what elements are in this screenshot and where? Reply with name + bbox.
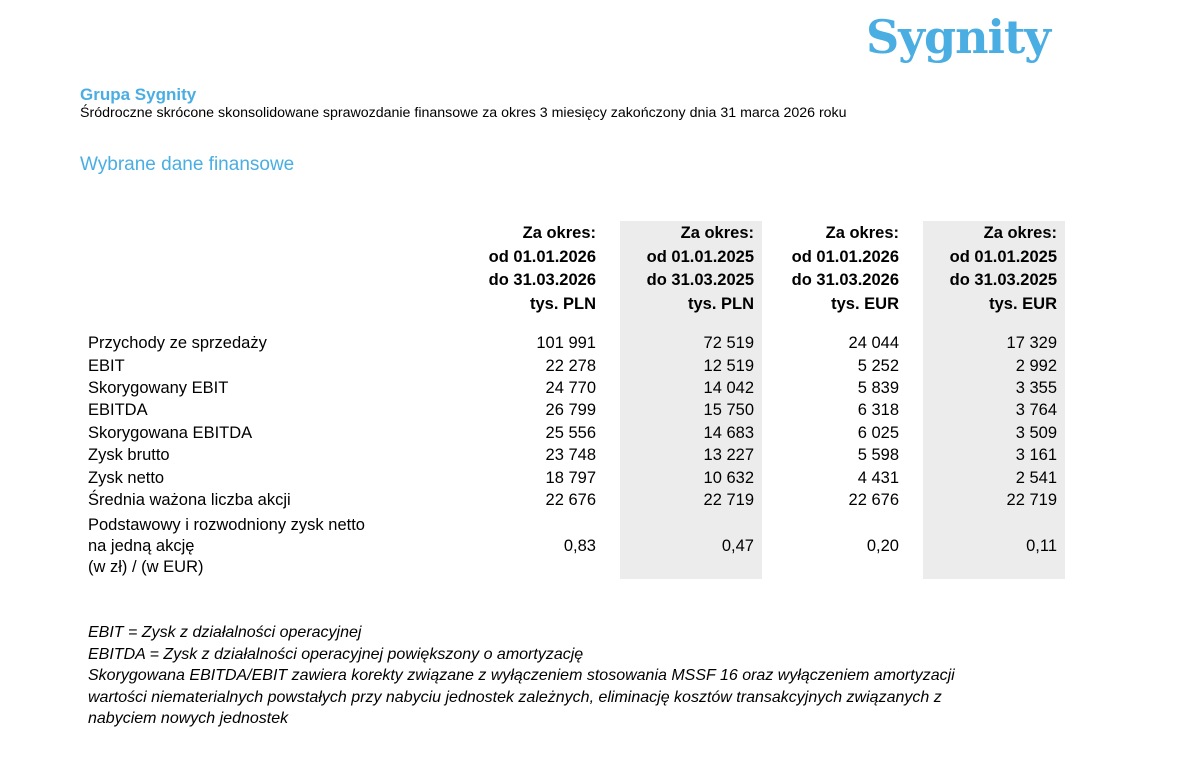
cell-value: 3 764 (1015, 401, 1057, 419)
column-header-unit: tys. PLN (687, 294, 754, 313)
row-label: EBIT (88, 357, 125, 375)
column-header-line: Za okres: (983, 224, 1057, 242)
cell-value: 0,83 (563, 537, 596, 555)
column-header-line: Za okres: (680, 224, 754, 242)
row-label: EBITDA (88, 401, 148, 419)
cell-value: 6 025 (857, 424, 899, 442)
row-label: Skorygowana EBITDA (88, 424, 253, 442)
cell-value: 24 044 (848, 334, 899, 352)
column-header-line: od 01.01.2026 (488, 247, 596, 266)
table-row (0, 379, 1200, 401)
column-header (877, 222, 1057, 316)
column-header (719, 222, 899, 316)
column-header-line: do 31.03.2026 (488, 271, 596, 289)
cell-value: 4 431 (857, 469, 899, 487)
cell-value: 17 329 (1006, 334, 1057, 352)
row-label-line: Podstawowy i rozwodniony zysk netto (88, 516, 365, 534)
cell-value: 14 683 (703, 424, 754, 442)
column-header-line: Za okres: (522, 224, 596, 242)
cell-value: 5 598 (857, 446, 899, 464)
row-label: Przychody ze sprzedaży (88, 334, 267, 352)
column-header-line: Za okres: (825, 224, 899, 242)
cell-value: 13 227 (703, 446, 754, 464)
column-header-line: do 31.03.2025 (949, 271, 1057, 289)
row-label-line: (w zł) / (w EUR) (88, 558, 204, 576)
footnote-line: wartości niematerialnych powstałych przy nabyciu jednostek zależnych, eliminację kosztów transakcyjnych związanych z (88, 688, 942, 706)
table-row (0, 491, 1200, 513)
cell-value: 25 556 (545, 424, 596, 442)
cell-value: 0,11 (1026, 537, 1057, 555)
column-header-unit: tys. EUR (989, 294, 1057, 313)
cell-value: 12 519 (703, 357, 754, 375)
cell-value: 0,47 (721, 537, 754, 555)
sygnity-logo: Sygnity (866, 10, 1051, 64)
cell-value: 22 719 (1006, 491, 1057, 509)
cell-value: 3 509 (1015, 424, 1057, 442)
table-row (0, 424, 1200, 446)
cell-value: 5 252 (857, 357, 899, 375)
cell-value: 3 161 (1015, 446, 1057, 464)
footnote-line: Skorygowana EBITDA/EBIT zawiera korekty związane z wyłączeniem stosowania MSSF 16 oraz wyłączeniem amortyzacji (88, 667, 955, 684)
row-label (88, 515, 365, 578)
column-header-unit: tys. PLN (529, 294, 596, 313)
table-row (0, 469, 1200, 491)
footnote-line: EBIT = Zysk z działalności operacyjnej (88, 624, 362, 641)
cell-value: 0,20 (866, 537, 899, 555)
row-label: Średnia ważona liczba akcji (88, 491, 291, 509)
footnote-line: nabyciem nowych jednostek (88, 710, 289, 727)
cell-value: 2 541 (1015, 469, 1057, 487)
cell-value: 22 278 (545, 357, 596, 375)
cell-value: 101 991 (536, 334, 596, 352)
document-subtitle: Śródroczne skrócone skonsolidowane sprawozdanie finansowe za okres 3 miesięcy zakończony dnia 31 marca 2026 roku (80, 105, 847, 121)
cell-value: 18 797 (545, 469, 596, 487)
cell-value: 5 839 (857, 379, 899, 397)
table-row (0, 446, 1200, 468)
cell-value: 2 992 (1015, 357, 1057, 375)
row-label: Zysk brutto (88, 446, 170, 464)
column-header-unit: tys. EUR (831, 294, 899, 313)
cell-value: 3 355 (1015, 379, 1057, 397)
cell-value: 26 799 (545, 401, 596, 419)
table-row (0, 334, 1200, 356)
cell-value: 72 519 (703, 334, 754, 352)
row-label: Zysk netto (88, 469, 165, 487)
cell-value: 15 750 (703, 401, 754, 419)
column-header-line: od 01.01.2026 (791, 247, 899, 266)
column-header-line: do 31.03.2025 (646, 271, 754, 289)
column-header-line: do 31.03.2026 (791, 271, 899, 289)
table-row (0, 357, 1200, 379)
table-row (0, 401, 1200, 423)
footnotes (88, 622, 1088, 730)
column-header (416, 222, 596, 316)
cell-value: 6 318 (857, 401, 899, 419)
column-header-line: od 01.01.2025 (646, 247, 754, 266)
cell-value: 10 632 (703, 469, 754, 487)
cell-value: 22 676 (848, 491, 899, 509)
cell-value: 22 676 (545, 491, 596, 509)
cell-value: 23 748 (545, 446, 596, 464)
row-label: Skorygowany EBIT (88, 379, 229, 397)
footnote-line: EBITDA = Zysk z działalności operacyjnej powiększony o amortyzację (88, 645, 584, 663)
cell-value: 14 042 (703, 379, 754, 397)
cell-value: 22 719 (703, 491, 754, 509)
column-header-line: od 01.01.2025 (949, 247, 1057, 266)
company-name: Grupa Sygnity (80, 85, 197, 104)
cell-value: 24 770 (545, 379, 596, 397)
section-title: Wybrane dane finansowe (80, 154, 295, 175)
row-label-line: na jedną akcję (88, 537, 195, 555)
